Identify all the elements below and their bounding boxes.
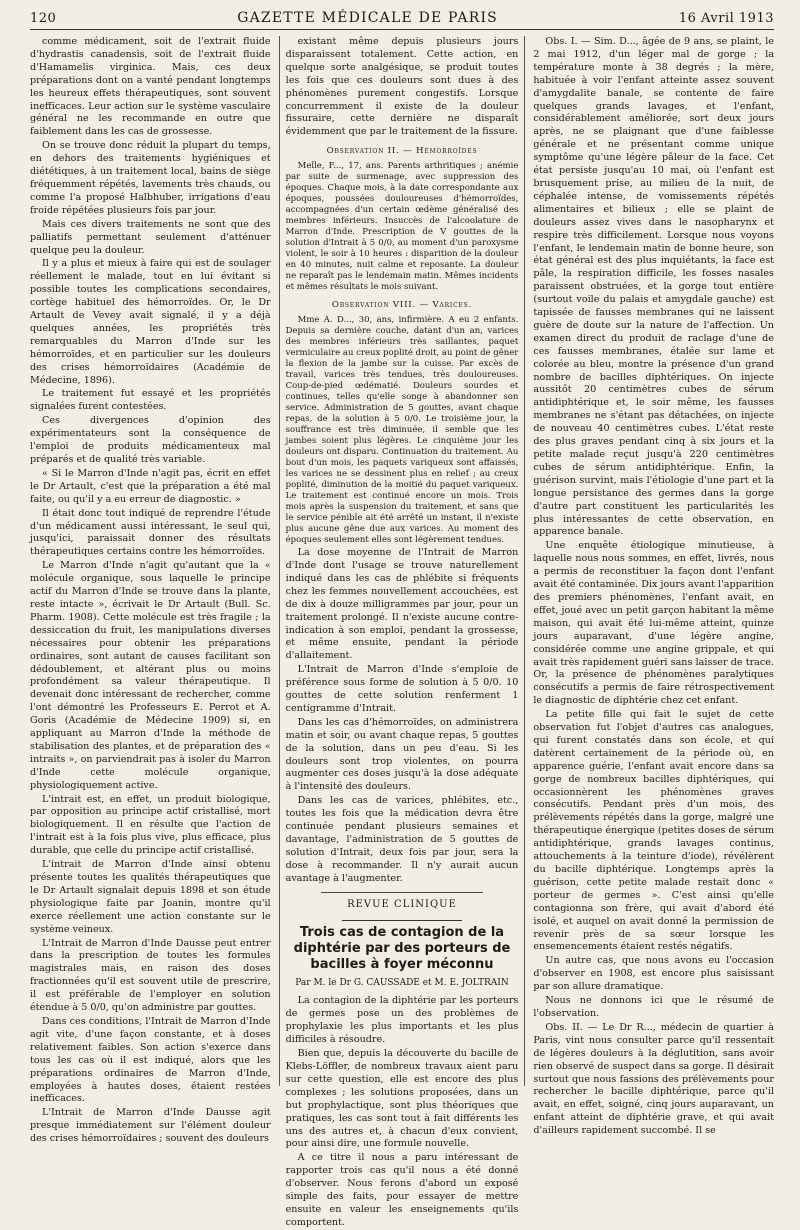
- article-paragraph: A ce titre il nous a paru intéressant de rapporter trois cas qu'il nous a été donné d'observer. Nous ferons d'abord un exposé simple des faits, pour essayer de mettre ensuite en valeur les enseignements qu'ils comportent.: [285, 1152, 519, 1228]
- paragraph: La dose moyenne de l'Intrait de Marron d'Inde dont l'usage se trouve naturellement indiqué dans les cas de phlébite si fréquents chez les femmes nouvellement accouchées, est de dix à douze milligrammes par jour, pour un traitement prolongé. Il n'existe aucune contre-indication à son emploi, pendant la grossesse, et même ensuite, pendant la période d'allaitement.: [285, 547, 519, 662]
- observation-viii-text: Mme A. D..., 30, ans, infirmière. A eu 2 enfants. Depuis sa dernière couche, datant d'un an, varices des membres inférieurs très saillantes, paquet vermiculaire au creux poplité droit, au point de gêner la flexion de la jambe sur la cuisse. Par excès de travail, varices très tendues, très douloureuses. Coup-de-pied œdématié. Douleurs sourdes et continues, telles qu'elle songe à abandonner son service. Administration de 5 gouttes, avant chaque repas, de la solution à 5 0/0. Le troisième jour, la souffrance est très diminuée, il semble que les jambes soient plus légères. Le cinquième jour les douleurs ont disparu. Continuation du traitement. Au bout d'un mois, les paquets variqueux sont affaissés, les varices ne se dessinent plus en relief ; au creux poplité, diminution de la moitié du paquet variqueux. Le traitement est continué encore un mois. Trois mois après la suspension du traitement, et sans que le service pénible ait été arrêté un instant, il n'existe plus aucune gêne due aux varices. Au moment des époques seulement elles sont légèrement tendues.: [285, 315, 519, 546]
- section-label: REVUE CLINIQUE: [347, 898, 457, 910]
- observation-viii-title: Observation VIII. — Varices.: [331, 300, 473, 311]
- paragraph: Un autre cas, que nous avons eu l'occasion d'observer en 1908, est encore plus saisissant par son allure dramatique.: [533, 955, 774, 993]
- paragraph: « Si le Marron d'Inde n'agit pas, écrit en effet le Dr Artault, c'est que la préparation a été mal faite, ou qu'il y a eu erreur de diagnostic. »: [30, 467, 271, 505]
- paragraph: L'intrait de Marron d'Inde ainsi obtenu présente toutes les qualités thérapeutiques que le Dr Artault signalait depuis 1898 et son étude physiologique faite par Joanin, montre qu'il exerce réellement une action constante sur le système veineux.: [30, 859, 271, 935]
- middle-column: [279, 36, 526, 1228]
- paragraph: L'intrait est, en effet, un produit biologique, par opposition au principe actif cristallisé, mort biologiquement. Il en résulte que l'action de l'intrait est à la fois plus vive, plus efficace, plus durable, que celle du principe actif cristallisé.: [30, 793, 271, 857]
- paragraph: Dans les cas de varices, phlébites, etc., toutes les fois que la médication devra être continuée pendant plusieurs semaines et davantage, l'administration de 5 gouttes de solution d'Intrait, deux fois par jour, sera la dose à recommander. Il n'y aurait aucun avantage à l'augmenter.: [285, 795, 519, 884]
- article-paragraph: Bien que, depuis la découverte du bacille de Klebs-Löffler, de nombreux travaux aient paru sur cette question, elle est encore des plus complexes ; les solutions proposées, dans un but prophylactique, sont plus théoriques que pratiques, les cas sont tout à fait différents les uns des autres et, à chacun d'eux convient, pour ainsi dire, une formule nouvelle.: [285, 1048, 519, 1150]
- paragraph: Il était donc tout indiqué de reprendre l'étude d'un médicament aussi intéressant, le seul qui, jusqu'ici, paraissait donner des résultats thérapeutiques certains contre les hémorroïdes.: [30, 507, 271, 558]
- section-underline: [342, 920, 462, 921]
- article-title: Trois cas de contagion de la diphtérie par des porteurs de bacilles à foyer méconnu: [293, 924, 511, 972]
- left-column: [30, 36, 271, 1145]
- article-authors: Par M. le Dr G. CAUSSADE et M. E. JOLTRAIN: [295, 977, 509, 988]
- page-number: 120: [30, 11, 57, 26]
- paragraph: comme médicament, soit de l'extrait fluide d'hydrastis canadensis, soit de l'extrait fluide d'Hamamelis virginica. Mais, ces deux préparations dont on a vanté pendant longtemps les heureux effets thérapeutiques, sont souvent inefficaces. Leur action sur le système vasculaire général ne les recommande en outre que faiblement dans les cas de grossesse.: [30, 36, 271, 138]
- paragraph: Le Marron d'Inde n'agit qu'autant que la « molécule organique, sous laquelle le principe actif du Marron d'Inde se trouve dans la plante, reste intacte », écrivait le Dr Artault (Bull. Sc. Pharm. 1908). Cette molécule est très fragile ; la dessiccation du fruit, les manipulations diverses nécessaires pour obtenir les préparations ordinaires, sont autant de causes facilitant son dédoublement, et altérant plus ou moins profondément sa valeur thérapeutique. Il devenait donc intéressant de rechercher, comme l'ont démontré les Professeurs E. Perrot et A. Goris (Académie de Médecine 1909) si, en appliquant au Marron d'Inde la méthode de stabilisation des plantes, et de préparation des « intraits », on parviendrait pas à isoler du Marron d'Inde cette molécule organique, physiologiquement active.: [30, 560, 271, 791]
- paragraph: L'Intrait de Marron d'Inde s'emploie de préférence sous forme de solution à 5 0/0. 10 gouttes de cette solution renferment 1 centigramme d'Intrait.: [285, 664, 519, 714]
- paragraph: La petite fille qui fait le sujet de cette observation fut l'objet d'autres cas analogues, qui furent constatés dans son école, et qui datèrent certainement de la période où, en apparence guérie, l'enfant avait encore dans sa gorge de nombreux bacilles diphtériques, qui occasionnèrent les phénomènes graves consécutifs. Pendant près d'un mois, des prélèvements répétés dans la gorge, malgré une thérapeutique énergique (petites doses de sérum antidiphtérique, grands lavages continus, attouchements à la teinture d'iode), révélèrent du bacille diphtérique. Longtemps après la guérison, cette petite malade restait donc « porteur de germes ». C'est ainsi qu'elle contagionna son frère, qui avait d'abord été isolé, et auquel on avait donné la permission de revenir près de sa sœur lorsque les ensemencements étaient restés négatifs.: [533, 709, 774, 953]
- paragraph: On se trouve donc réduit la plupart du temps, en dehors des traitements hygiéniques et diététiques, à un traitement local, bains de siège fréquemment répétés, lavements très chauds, ou comme l'a proposé Halbhuber, irrigations d'eau froide répétées plusieurs fois par jour.: [30, 140, 271, 216]
- paragraph: Le traitement fut essayé et les propriétés signalées furent contestées.: [30, 388, 271, 413]
- paragraph: Nous ne donnons ici que le résumé de l'observation.: [533, 995, 774, 1019]
- paragraph: Il y a plus et mieux à faire qui est de soulager réellement le malade, tout en lui évitant si possible toutes les complications secondaires, cortège habituel des hémorroïdes. Or, le Dr Artault de Vevey avait signalé, il y a déjà quelques années, les propriétés très remarquables du Marron d'Inde sur les hémorroïdes, et en particulier sur les douleurs des crises hémorroïdaires (Académie de Médecine, 1896).: [30, 258, 271, 386]
- columns: [30, 36, 774, 1228]
- paragraph: L'Intrait de Marron d'Inde Dausse peut entrer dans la prescription de toutes les formules magistrales mais, en raison des doses fractionnées qu'il est souvent utile de prescrire, il est préférable de l'employer en solution étendue à 5 0/0, qu'on administre par gouttes.: [30, 937, 271, 1014]
- paragraph: Dans les cas d'hémorroïdes, on administrera matin et soir, ou avant chaque repas, 5 gouttes de la solution, dans un peu d'eau. Si les douleurs sont trop violentes, on pourra augmenter ces doses jusqu'à la dose adéquate à l'intensité des douleurs.: [285, 716, 519, 793]
- paragraph: Obs. II. — Le Dr R..., médecin de quartier à Paris, vint nous consulter parce qu'il ressentait de légères douleurs à la déglutition, sans avoir rien observé de suspect dans sa gorge. Il désirait surtout que nous fassions des prélèvements pour rechercher le bacille diphtérique, parce qu'il avait, en effet, soigné, cinq jours auparavant, un enfant atteint de diphtérie grave, et qui avait d'ailleurs rapidement succombé. Il se: [533, 1021, 774, 1137]
- paragraph: Ces divergences d'opinion des expérimentateurs sont la conséquence de l'emploi de produits médicamenteux mal préparés et de qualité très variable.: [30, 415, 271, 465]
- observation-ii-text: Melle, F..., 17, ans. Parents arthritiques ; anémie par suite de surmenage, avec suppression des époques. Chaque mois, à la date correspondante aux époques, poussées douloureuses d'hémorroïdes, accompagnées d'un certain œdème généralisé des membres inférieurs. Insuccès de l'alcoolature de Marron d'Inde. Prescription de V gouttes de la solution d'Intrait à 5 0/0, au moment d'un paroxysme violent, le soir à 10 heures : disparition de la douleur en 40 minutes, nuit calme et reposante. La douleur ne reparaît pas le lendemain matin. Mêmes incidents et mêmes résultats le mois suivant.: [285, 161, 519, 293]
- paragraph: Obs. I. — Sim. D..., âgée de 9 ans, se plaint, le 2 mai 1912, d'un léger mal de gorge ; la température monte à 38 degrés ; la mère, habituée à voir l'enfant atteinte assez souvent d'amygdalite banale, se contente de faire quelques grands lavages, et l'enfant, considérablement améliorée, sort deux jours après, ne se plaignant que d'une faiblesse générale et ne présentant comme unique symptôme qu'une légère pâleur de la face. Cet état persiste jusqu'au 10 mai, où l'enfant est brusquement prise, au milieu de la nuit, de céphalée intense, de vomissements répétés alimentaires et bilieux ; elle se plaint de douleurs assez vives dans le nasopharynx et respire très difficilement. Lorsque nous voyons l'enfant, le lendemain matin de bonne heure, son état général est des plus inquiétants, la face est pâle, la respiration difficile, les fosses nasales paraissent obstruées, et la gorge tout entière (surtout voile du palais et amygdale gauche) est tapissée de fausses membranes qui ne laissent guère de doute sur la nature de l'affection. Un examen direct du produit de raclage d'une de ces fausses membranes, étalée sur lame et colorée au bleu, montre la présence d'un grand nombre de bacilles diphtériques. On injecte aussitôt 20 centimètres cubes de sérum antidiphtérique et, le soir même, les fausses membranes ne s'étant pas détachées, on injecte de nouveau 40 centimètres cubes. L'état reste des plus graves pendant cinq à six jours et la petite malade reçut jusqu'à 220 centimètres cubes de sérum antidiphtérique. Enfin, la guérison survint, mais l'étiologie d'une part et la longue persistance des germes dans la gorge d'autre part constituent les particularités les plus intéressantes de cette observation, en apparence banale.: [533, 36, 774, 538]
- paragraph: existant même depuis plusieurs jours disparaissent totalement. Cette action, en quelque sorte analgésique, se produit toutes les fois que ces douleurs sont dues à des phénomènes purement congestifs. Lorsque concurremment il existe de la douleur fissuraire, cette dernière ne disparaît évidemment que par le traitement de la fissure.: [285, 36, 519, 138]
- article-paragraph: La contagion de la diphtérie par les porteurs de germes pose un des problèmes de prophylaxie les plus importants et les plus difficiles à résoudre.: [285, 995, 519, 1046]
- right-column: [533, 36, 774, 1137]
- observation-ii-title: Observation II. — Hémorroïdes: [326, 146, 478, 157]
- issue-date: 16 Avril 1913: [678, 11, 774, 26]
- page-header: [30, 10, 774, 30]
- paragraph: Une enquête étiologique minutieuse, à laquelle nous nous sommes, en effet, livrés, nous a permis de reconstituer la façon dont l'enfant avait été contaminée. Dix jours avant l'apparition des premiers phénomènes, l'enfant avait, en effet, joué avec un petit garçon habitant la même maison, qui avait été lui-même atteint, quinze jours auparavant, d'une légère angine, considérée comme une angine grippale, et qui avait très rapidement guéri sans laisser de trace. Or, la présence de phénomènes paralytiques consécutifs a permis de faire rétrospectivement le diagnostic de diphtérie chez cet enfant.: [533, 540, 774, 707]
- section-divider: [321, 892, 484, 893]
- paragraph: L'Intrait de Marron d'Inde Dausse agit presque immédiatement sur l'élément douleur des crises hémorroïdaires ; souvent des douleurs: [30, 1107, 271, 1145]
- paragraph: Dans ces conditions, l'Intrait de Marron d'Inde agit vite, d'une façon constante, et à doses relativement faibles. Son action s'exerce dans tous les cas où il est indiqué, alors que les préparations ordinaires de Marron d'Inde, employées à hautes doses, étaient restées inefficaces.: [30, 1015, 271, 1105]
- journal-title: GAZETTE MÉDICALE DE PARIS: [237, 10, 498, 26]
- paragraph: Mais ces divers traitements ne sont que des palliatifs permettant seulement d'atténuer quelque peu la douleur.: [30, 218, 271, 256]
